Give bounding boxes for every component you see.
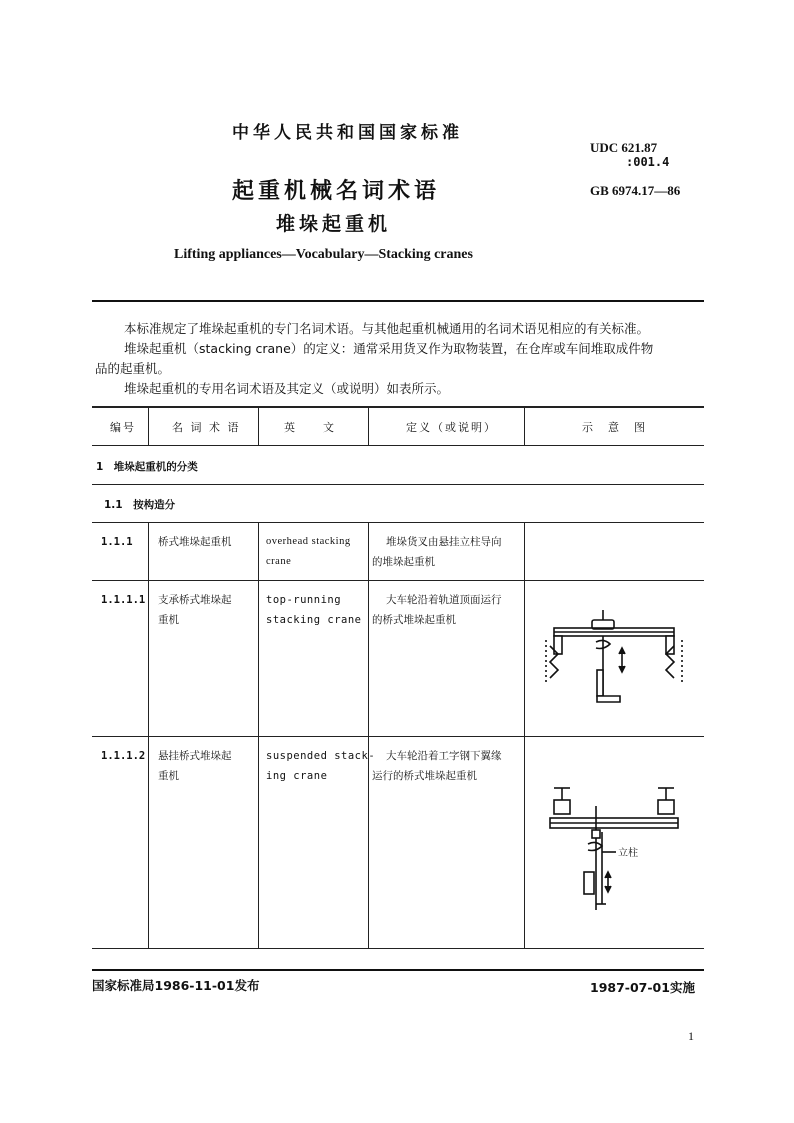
udc-code-suffix: :001.4 bbox=[626, 155, 670, 169]
section-divider bbox=[92, 484, 704, 485]
row-term: 悬挂桥式堆垛起 bbox=[158, 750, 232, 762]
udc-code: UDC 621.87 bbox=[590, 140, 658, 155]
issued-date: 国家标准局1986-11-01发布 bbox=[92, 978, 260, 993]
row-english: suspended stack- bbox=[266, 750, 376, 762]
top-running-crane-diagram bbox=[540, 610, 690, 720]
section-heading: 1 堆垛起重机的分类 bbox=[96, 461, 198, 473]
page-subtitle: 堆垛起重机 bbox=[276, 213, 392, 235]
row-term-cont: 重机 bbox=[158, 614, 179, 626]
row-term-cont: 重机 bbox=[158, 770, 179, 782]
english-title: Lifting appliances—Vocabulary—Stacking cranes bbox=[174, 247, 473, 262]
row-divider bbox=[92, 736, 704, 737]
effective-date: 1987-07-01实施 bbox=[590, 980, 695, 995]
row-definition-cont: 的桥式堆垛起重机 bbox=[372, 614, 456, 626]
th-number: 编号 bbox=[110, 421, 136, 434]
section-subheading: 1.1 按构造分 bbox=[104, 499, 176, 511]
column-label: 立柱 bbox=[618, 848, 638, 859]
col-divider bbox=[524, 522, 525, 948]
table-header-bottom bbox=[92, 445, 704, 446]
page-title: 起重机械名词术语 bbox=[232, 179, 441, 204]
row-english: top-running bbox=[266, 594, 342, 606]
standard-org: 中华人民共和国国家标准 bbox=[232, 123, 463, 143]
row-number: 1.1.1.1 bbox=[101, 594, 146, 606]
intro-paragraph-3: 堆垛起重机的专用名词术语及其定义（或说明）如表所示。 bbox=[124, 381, 450, 396]
gb-number: GB 6974.17—86 bbox=[590, 183, 681, 198]
row-divider bbox=[92, 580, 704, 581]
suspended-crane-diagram bbox=[544, 780, 694, 920]
row-definition: 大车轮沿着工字钢下翼缘 bbox=[386, 750, 502, 762]
row-definition: 堆垛货叉由悬挂立柱导向 bbox=[386, 536, 502, 548]
col-divider bbox=[524, 406, 525, 445]
row-definition: 大车轮沿着轨道顶面运行 bbox=[386, 594, 502, 606]
row-term: 支承桥式堆垛起 bbox=[158, 594, 232, 606]
table-top-border bbox=[92, 406, 704, 408]
col-divider bbox=[258, 406, 259, 445]
row-definition-cont: 的堆垛起重机 bbox=[372, 556, 435, 568]
col-divider bbox=[368, 406, 369, 445]
intro-paragraph-2-cont: 品的起重机。 bbox=[95, 361, 171, 376]
col-divider bbox=[368, 522, 369, 948]
table-bottom bbox=[92, 948, 704, 949]
col-divider bbox=[148, 522, 149, 948]
header-divider bbox=[92, 300, 704, 302]
col-divider bbox=[148, 406, 149, 445]
row-english-cont: ing crane bbox=[266, 770, 328, 782]
row-number: 1.1.1 bbox=[101, 536, 133, 548]
row-english: overhead stacking bbox=[266, 536, 351, 547]
row-term: 桥式堆垛起重机 bbox=[158, 536, 232, 548]
th-term: 名 词 术 语 bbox=[172, 421, 241, 434]
page-number: 1 bbox=[688, 1029, 694, 1043]
col-divider bbox=[258, 522, 259, 948]
intro-paragraph-1: 本标准规定了堆垛起重机的专门名词术语。与其他起重机械通用的名词术语见相应的有关标准。 bbox=[124, 321, 650, 336]
th-definition: 定义（或说明） bbox=[406, 421, 497, 434]
row-english-cont: stacking crane bbox=[266, 614, 362, 626]
th-english: 英 文 bbox=[284, 421, 336, 434]
intro-paragraph-2: 堆垛起重机（stacking crane）的定义：通常采用货叉作为取物装置，在仓库或车间堆取成件物 bbox=[124, 341, 654, 356]
row-english-cont: crane bbox=[266, 556, 292, 567]
row-definition-cont: 运行的桥式堆垛起重机 bbox=[372, 770, 477, 782]
th-figure: 示 意 图 bbox=[582, 421, 647, 434]
footer-divider bbox=[92, 969, 704, 971]
row-number: 1.1.1.2 bbox=[101, 750, 146, 762]
row-divider bbox=[92, 522, 704, 523]
